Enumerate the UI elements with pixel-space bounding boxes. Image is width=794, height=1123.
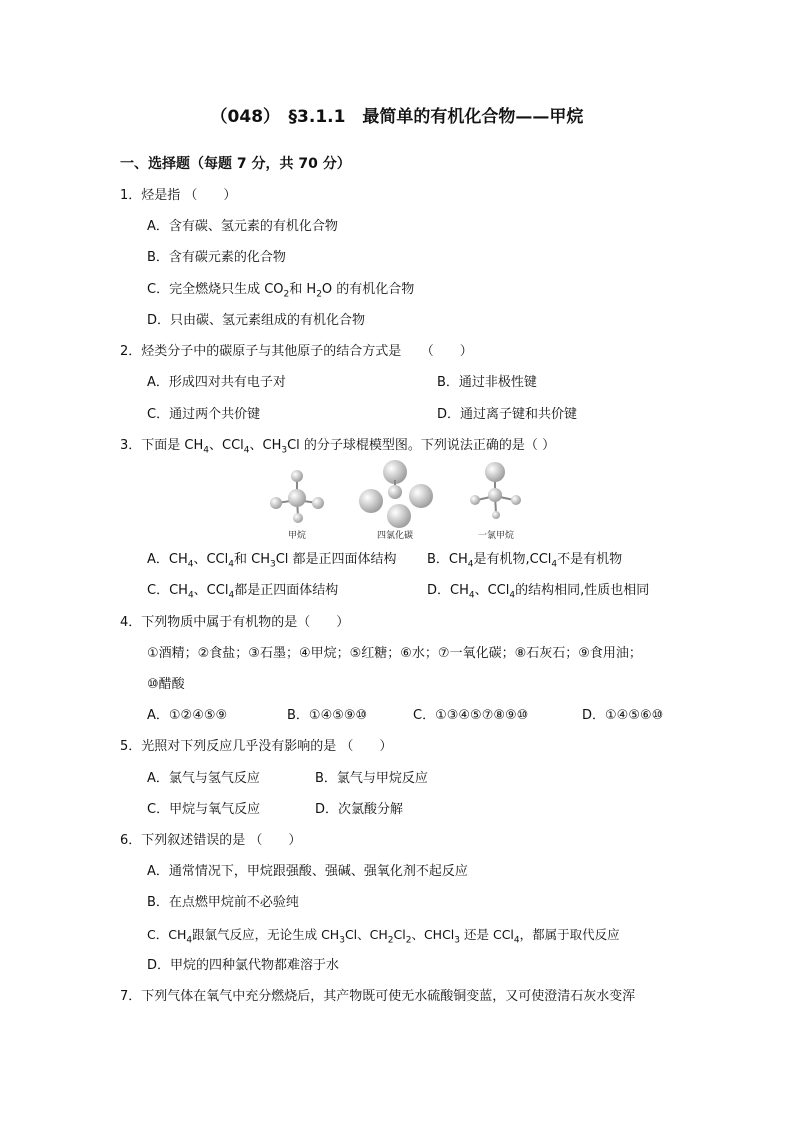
question-2-option-b: B．通过非极性键 <box>437 375 537 390</box>
chloromethane-model <box>470 462 521 519</box>
question-2-stem: 2．烃类分子中的碳原子与其他原子的结合方式是 （ ） <box>120 344 473 359</box>
question-3-option-a: A．$CH_4$、CCl$_4$和 $CH_3Cl$ 都是正四面体结构 <box>147 552 397 570</box>
label-chloromethane: 一氯甲烷 <box>477 531 514 541</box>
question-4-option-c: C．①③④⑤⑦⑧⑨⑩ <box>413 708 529 723</box>
question-1-option-c: C．完全燃烧只生成 $CO_2$和 $H_2O$ 的有机化合物 <box>147 282 415 300</box>
question-6-option-a: A．通常情况下，甲烷跟强酸、强碱、强氧化剂不起反应 <box>147 864 468 879</box>
question-4-option-b: B．①④⑤⑨⑩ <box>287 708 368 723</box>
question-1-stem: 1．烃是指 （ ） <box>120 188 237 203</box>
question-2-option-a: A．形成四对共有电子对 <box>147 375 286 390</box>
question-6-stem: 6．下列叙述错误的是 （ ） <box>120 833 302 848</box>
question-4-option-a: A．①②④⑤⑨ <box>147 708 228 723</box>
question-3-option-b: B．$CH_4$是有机物,CCl$_4$不是有机物 <box>427 552 623 570</box>
section-heading: 一、选择题（每题 7 分，共 70 分） <box>120 156 351 172</box>
question-1-option-b: B．含有碳元素的化合物 <box>147 250 286 265</box>
question-4-list-line-2: ⑩醋酸 <box>147 677 185 692</box>
question-1-option-a: A．含有碳、氢元素的有机化合物 <box>147 219 338 234</box>
question-5-stem: 5．光照对下列反应几乎没有影响的是 （ ） <box>120 739 393 754</box>
carbon-tetrachloride-model <box>359 460 433 528</box>
question-3-option-c: C．$CH_4$、CCl$_4$都是正四面体结构 <box>147 583 339 601</box>
question-5-option-a: A．氯气与氢气反应 <box>147 771 260 786</box>
question-4-list-line-1: ①酒精；②食盐；③石墨；④甲烷；⑤红糖；⑥水；⑦一氧化碳；⑧石灰石；⑨食用油； <box>147 646 642 661</box>
question-4-option-d: D．①④⑤⑥⑩ <box>582 708 664 723</box>
question-2-option-c: C．通过两个共价键 <box>147 407 261 422</box>
label-carbon-tetrachloride: 四氯化碳 <box>376 531 413 541</box>
question-5-option-c: C．甲烷与氧气反应 <box>147 802 261 817</box>
question-3-option-d: D．$CH_4$、CCl$_4$的结构相同,性质也相同 <box>427 583 650 601</box>
question-7-stem: 7．下列气体在氧气中充分燃烧后，其产物既可使无水硫酸铜变蓝，又可使澄清石灰水变浑 <box>120 989 636 1004</box>
question-6-option-c: C．$CH_4$跟氯气反应，无论生成 $CH_3Cl$、$CH_2Cl_2$、CHCl$_3$ 还是 CCl$_4$，都属于取代反应 <box>147 927 620 946</box>
question-6-option-d: D．甲烷的四种氯代物都难溶于水 <box>147 958 340 973</box>
question-1-option-d: D．只由碳、氢元素组成的有机化合物 <box>147 313 366 328</box>
question-4-stem: 4．下列物质中属于有机物的是（ ） <box>120 615 350 630</box>
question-6-option-b: B．在点燃甲烷前不必验纯 <box>147 895 299 910</box>
label-methane: 甲烷 <box>287 531 306 541</box>
methane-model <box>270 470 324 523</box>
question-5-option-d: D．次氯酸分解 <box>315 802 404 817</box>
question-5-option-b: B．氯气与甲烷反应 <box>315 771 428 786</box>
question-2-option-d: D．通过离子键和共价键 <box>437 407 578 422</box>
question-3-stem: 3．下面是 $CH_4$、CCl$_4$、$CH_3Cl$ 的分子球棍模型图。下列说法正确的是（ ） <box>120 438 556 456</box>
page-title: （048） §3.1.1 最简单的有机化合物——甲烷 <box>210 107 584 127</box>
